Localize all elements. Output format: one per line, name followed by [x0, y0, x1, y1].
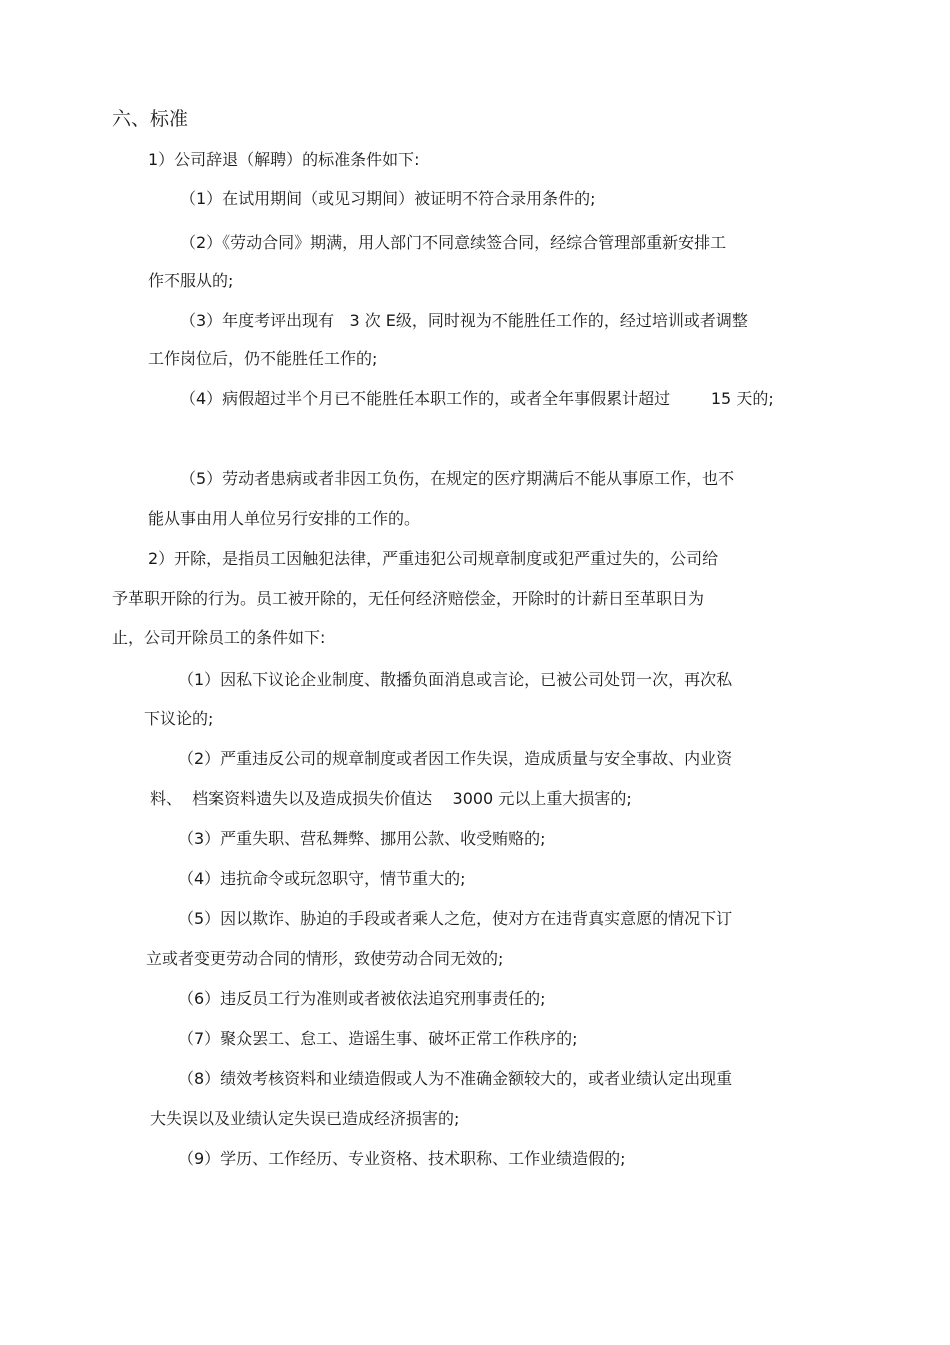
- expulsion-item-1-cont: 下议论的;: [144, 709, 214, 728]
- expulsion-item-8: （8）绩效考核资料和业绩造假或人为不准确金额较大的，或者业绩认定出现重: [178, 1069, 733, 1088]
- expulsion-item-9: （9）学历、工作经历、专业资格、技术职称、工作业绩造假的;: [178, 1149, 626, 1168]
- expulsion-intro-line-3: 止，公司开除员工的条件如下:: [112, 628, 326, 647]
- dismissal-item-3: （3）年度考评出现有 3 次 E级，同时视为不能胜任工作的，经过培训或者调整: [180, 311, 748, 330]
- expulsion-item-2-cont: 料、 档案资料遗失以及造成损失价值达 3000 元以上重大损害的;: [150, 789, 632, 808]
- dismissal-intro: 1）公司辞退（解聘）的标准条件如下:: [148, 150, 420, 169]
- expulsion-intro-line-2: 予革职开除的行为。员工被开除的，无任何经济赔偿金，开除时的计薪日至革职日为: [112, 589, 705, 608]
- dismissal-item-3-cont: 工作岗位后，仍不能胜任工作的;: [148, 349, 378, 368]
- expulsion-item-2: （2）严重违反公司的规章制度或者因工作失误，造成质量与安全事故、内业资: [178, 749, 733, 768]
- expulsion-item-5-cont: 立或者变更劳动合同的情形，致使劳动合同无效的;: [146, 949, 504, 968]
- dismissal-item-2-cont: 作不服从的;: [148, 271, 234, 290]
- dismissal-item-4: （4）病假超过半个月已不能胜任本职工作的，或者全年事假累计超过 15 天的;: [180, 389, 774, 408]
- dismissal-item-5: （5）劳动者患病或者非因工负伤，在规定的医疗期满后不能从事原工作，也不: [180, 469, 735, 488]
- expulsion-item-8-cont: 大失误以及业绩认定失误已造成经济损害的;: [150, 1109, 460, 1128]
- dismissal-item-5-cont: 能从事由用人单位另行安排的工作的。: [148, 509, 421, 528]
- expulsion-item-7: （7）聚众罢工、怠工、造谣生事、破坏正常工作秩序的;: [178, 1029, 578, 1048]
- expulsion-item-5: （5）因以欺诈、胁迫的手段或者乘人之危，使对方在违背真实意愿的情况下订: [178, 909, 733, 928]
- expulsion-item-4: （4）违抗命令或玩忽职守，情节重大的;: [178, 869, 466, 888]
- dismissal-item-1: （1）在试用期间（或见习期间）被证明不符合录用条件的;: [180, 189, 596, 208]
- expulsion-item-6: （6）违反员工行为准则或者被依法追究刑事责任的;: [178, 989, 546, 1008]
- dismissal-item-2: （2）《劳动合同》期满，用人部门不同意续签合同，经综合管理部重新安排工: [180, 233, 727, 252]
- expulsion-item-1: （1）因私下议论企业制度、散播负面消息或言论，已被公司处罚一次，再次私: [178, 670, 733, 689]
- section-heading: 六、标准: [112, 108, 189, 130]
- expulsion-item-3: （3）严重失职、营私舞弊、挪用公款、收受贿赂的;: [178, 829, 546, 848]
- expulsion-intro-line-1: 2）开除，是指员工因触犯法律，严重违犯公司规章制度或犯严重过失的，公司给: [148, 549, 719, 568]
